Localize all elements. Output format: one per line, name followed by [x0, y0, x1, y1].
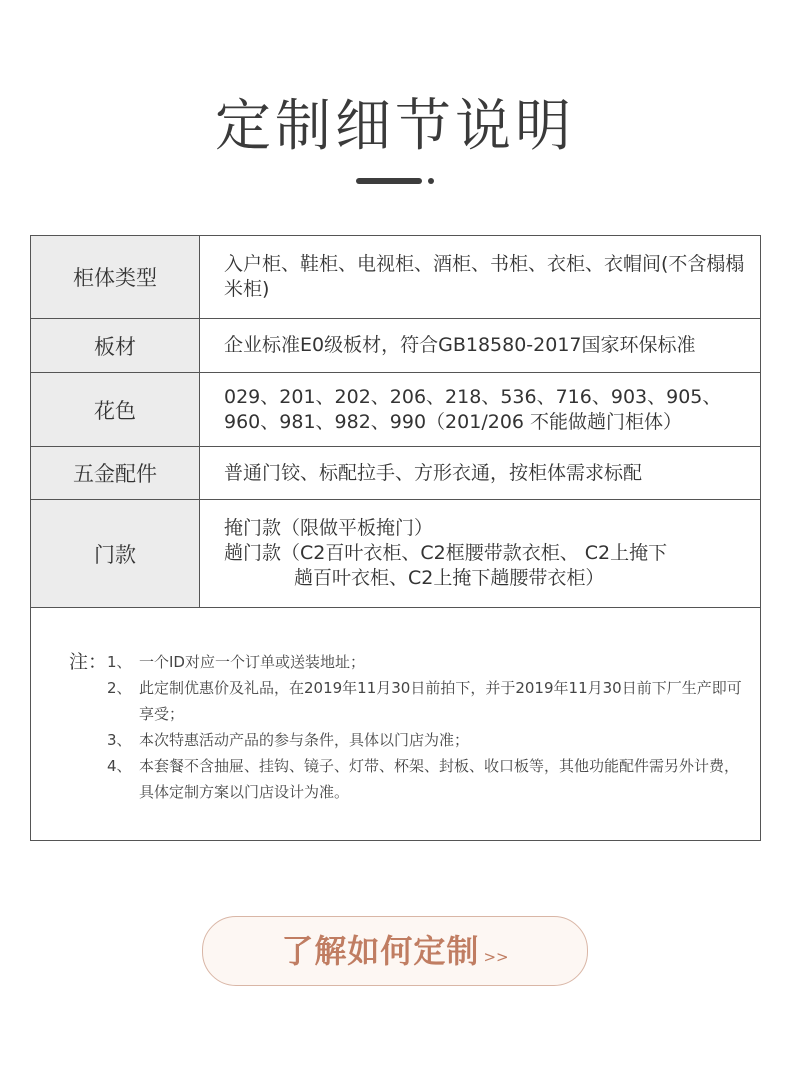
door-line-2: 趟门款（C2百叶衣柜、C2框腰带款衣柜、 C2上掩下	[224, 542, 668, 564]
note-text: 本套餐不含抽屉、挂钩、镜子、灯带、杯架、封板、收口板等，其他功能配件需另外计费，具体定制方案以门店设计为准。	[139, 757, 740, 801]
note-text: 一个ID对应一个订单或送装地址；	[139, 653, 365, 671]
list-item	[69, 753, 749, 805]
learn-customization-button[interactable]	[202, 916, 588, 986]
row-value-board: 企业标准E0级板材，符合GB18580-2017国家环保标准	[200, 319, 761, 373]
row-label-color: 花色	[31, 373, 200, 447]
page-title: 定制细节说明	[215, 94, 575, 159]
list-item	[69, 675, 749, 727]
table-row	[31, 447, 761, 500]
table-row	[31, 500, 761, 608]
note-text: 本次特惠活动产品的参与条件，具体以门店为准；	[139, 731, 470, 749]
row-value-door	[200, 500, 761, 608]
spec-table	[30, 235, 761, 608]
row-value-cabinet-type: 入户柜、鞋柜、电视柜、酒柜、书柜、衣柜、衣帽间(不含榻榻米柜)	[200, 236, 761, 319]
table-row	[31, 319, 761, 373]
table-row	[31, 236, 761, 319]
list-item	[69, 727, 749, 753]
note-number: 1、	[107, 653, 132, 671]
divider-bar	[356, 178, 422, 184]
row-label-cabinet-type: 柜体类型	[31, 236, 200, 319]
notes-list	[69, 649, 749, 805]
table-row	[31, 373, 761, 447]
note-number: 3、	[107, 731, 132, 749]
list-item	[69, 649, 749, 675]
note-number: 4、	[107, 757, 132, 775]
door-line-1: 掩门款（限做平板掩门）	[224, 517, 434, 539]
cta-label: 了解如何定制	[281, 932, 480, 970]
note-number: 2、	[107, 679, 132, 697]
row-label-board: 板材	[31, 319, 200, 373]
row-value-color: 029、201、202、206、218、536、716、903、905、960、981、982、990（201/206 不能做趟门柜体）	[200, 373, 761, 447]
door-line-3: 趟百叶衣柜、C2上掩下趟腰带衣柜）	[294, 567, 605, 589]
double-chevron-right-icon: >>	[483, 948, 509, 966]
divider-dot	[428, 178, 434, 184]
notes-box	[30, 607, 761, 841]
row-label-door: 门款	[31, 500, 200, 608]
row-value-hardware: 普通门铰、标配拉手、方形衣通，按柜体需求标配	[200, 447, 761, 500]
row-label-hardware: 五金配件	[31, 447, 200, 500]
note-text: 此定制优惠价及礼品，在2019年11月30日前拍下，并于2019年11月30日前下厂生产即可享受；	[139, 679, 742, 723]
notes-head: 注：	[69, 651, 108, 673]
